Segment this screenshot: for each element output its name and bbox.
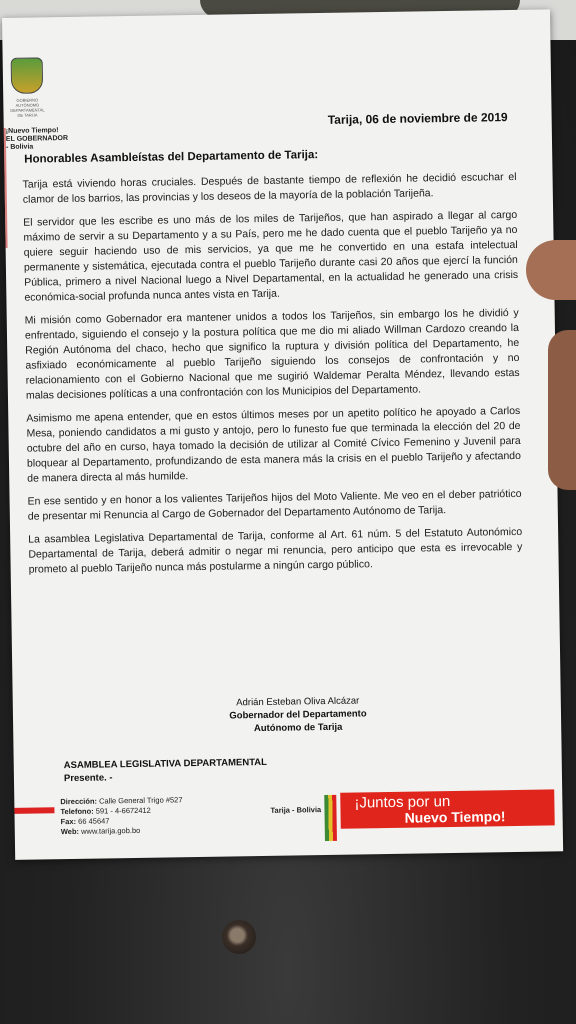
gov-label-3: - Bolivia <box>5 143 34 151</box>
shirt-button <box>222 920 256 954</box>
paragraph: La asamblea Legislativa Departamental de Tarija, conforme al Art. 61 núm. 5 del Estatuto Autonómico Departamental de Tarija, deberá admitir o negar mi renuncia, pero anticipo que esta es irrevocable y prometo al pueblo Tarijeño nunca más postularme a ningún cargo público. <box>28 525 523 576</box>
phone-label: Telefono: <box>60 806 94 817</box>
address-value: Calle General Trigo #527 <box>99 795 183 806</box>
web-value: www.tarija.gob.bo <box>81 825 141 836</box>
logo-text: GOBIERNO AUTÓNOMO DEPARTAMENTAL DE TARIJA <box>10 97 45 118</box>
letter-paper <box>2 9 563 860</box>
paragraph: El servidor que les escribe es uno más de los miles de Tarijeños, que han aspirado a llegar al cargo máximo de servir a su Departamento y a su País, pero me he dado cuenta que el pueblo Tarijeño ya no quiere seguir haciendo uso de mis servicios, ya que me he convertido en una estafa intelectual permanente y sistemática, ejecutada contra el pueblo Tarijeño durante casi 20 años que ejercí la función Pública, primero a nivel Nacional luego a Nivel Departamental, en la actualidad he generado una crisis económica-social profunda nunca antes vista en Tarija. <box>23 208 519 304</box>
recipient-line-1: ASAMBLEA LEGISLATIVA DEPARTAMENTAL <box>63 756 267 772</box>
signer-name: Adrián Esteban Oliva Alcázar <box>236 695 360 709</box>
slogan-line-2: Nuevo Tiempo! <box>404 808 506 826</box>
paragraph: En ese sentido y en honor a los valientes Tarijeños hijos del Moto Valiente. Me veo en el deber patriótico de presentar mi Renuncia al Cargo de Gobernador del Departamento Autónomo de Tarija. <box>27 487 522 523</box>
letter-date: Tarija, 06 de noviembre de 2019 <box>327 110 508 127</box>
governor-label <box>6 127 68 152</box>
web-label: Web: <box>60 826 80 837</box>
phone-value: 591 - 4-6672412 <box>95 805 151 816</box>
slogan-line-1: ¡Juntos por un <box>354 793 451 812</box>
address-label: Dirección: <box>60 796 98 807</box>
footer-stripe <box>14 807 54 814</box>
recipient-line-2: Presente. - <box>63 772 113 785</box>
signer-role-2: Autónomo de Tarija <box>253 721 343 735</box>
contact-info <box>60 795 183 837</box>
paragraph: Tarija está viviendo horas cruciales. Después de bastante tiempo de reflexión he decidió escuchar el clamor de los barrios, las provincias y los deseos de la mayoría de la población Tarijeña. <box>22 170 517 206</box>
paragraph: Mi misión como Gobernador era mantener unidos a todos los Tarijeños, sin embargo los he dividió y enfrentado, siguiendo el consejo y la postura política que me dio mi aliado Willman Cardozo creando la Región Autónoma del chaco, hecho que significo la ruptura y división política del Departamento, he asfixiado económicamente al pueblo Tarijeño siguiendo los consejos de confrontación y no relacionamiento con el Gobierno Nacional que me sugirió Waldemar Peralta Méndez, llevando estas malas decisiones políticas a una confrontación con los Municipios del Departamento. <box>24 306 520 402</box>
fingers <box>548 330 576 490</box>
salutation: Honorables Asambleístas del Departamento de Tarija: <box>24 149 319 166</box>
flag-bars <box>324 795 337 841</box>
city-label: Tarija - Bolivia <box>270 805 322 815</box>
signature-block <box>188 694 409 736</box>
gov-label-2: EL GOBERNADOR <box>5 134 69 143</box>
fax-value: 66 45647 <box>78 816 110 826</box>
paragraph: Asimismo me apena entender, que en estos últimos meses por un apetito político he apoyado a Carlos Mesa, poniendo candidatos a mi gusto y antojo, pero lo funesto fue que terminada la elección del 20 de octubre del año en curso, haya tomado la decisión de utilizar al Comité Cívico Femenino y Juvenil para bloquear al Departamento, profundizando de esta manera más la crisis en el pueblo Tarijeño y afectando de manera directa al más humilde. <box>26 404 522 485</box>
slogan-banner <box>340 789 555 828</box>
letter-body <box>23 170 523 586</box>
shield-icon <box>11 57 44 93</box>
fax-label: Fax: <box>60 816 77 827</box>
letterhead-footer <box>14 789 563 860</box>
signer-role-1: Gobernador del Departamento <box>229 708 367 722</box>
gov-label-1: ¡Nuevo Tiempo! <box>5 127 59 135</box>
recipient-block <box>64 756 268 785</box>
government-logo <box>9 57 46 128</box>
